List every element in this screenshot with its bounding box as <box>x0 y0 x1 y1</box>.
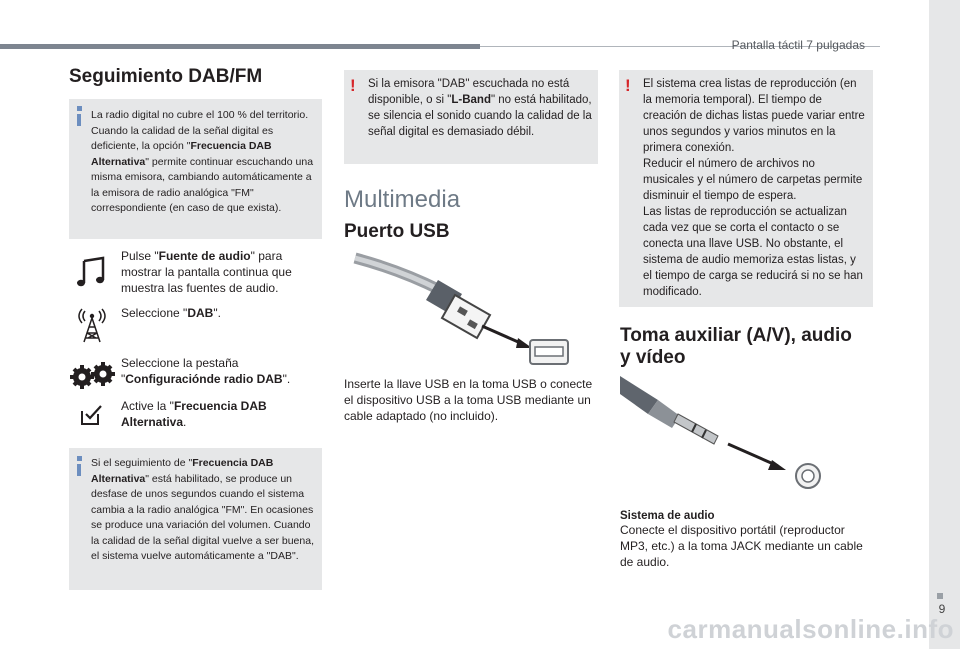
warning-text-playlists: El sistema crea listas de reproducción (en la memoria temporal). El tiempo de creación de dichas listas puede variar entre unos segundos y varios minutos en la primera conexión. Reducir el número de archivos no musicales y el número de carpetas permite disminuir el tiempo de espera. Las listas de reproducción se actualizan cada vez que se corta el contacto o se conecta una llave USB. No obstante, el sistema de audio memoriza estas listas, y el tiempo de carga se reducirá si no se han modificado. <box>643 78 865 298</box>
checkbox-icon <box>76 400 106 430</box>
music-note-icon <box>72 252 112 292</box>
page-number: 9 <box>938 602 946 616</box>
info-icon-dot <box>77 106 82 111</box>
gears-icon <box>70 358 116 394</box>
info-box-dab <box>69 99 322 239</box>
antenna-icon <box>72 305 112 345</box>
page-sidebar <box>929 0 960 649</box>
warning-box-lband <box>344 70 598 164</box>
usb-illustration <box>350 250 580 370</box>
jack-illustration <box>618 372 828 496</box>
header-title: Pantalla táctil 7 pulgadas <box>731 38 865 52</box>
watermark: carmanualsonline.info <box>667 614 954 644</box>
header-rule <box>0 44 480 49</box>
step-1-text: Pulse "Fuente de audio" para mostrar la pantalla continua que muestra las fuentes de audio. <box>121 249 292 295</box>
info-icon <box>77 464 81 476</box>
info-icon <box>77 114 81 126</box>
warning-box-playlists <box>619 70 873 307</box>
info-box-dab-2 <box>69 448 322 590</box>
usb-text: Inserte la llave USB en la toma USB o conecte el dispositivo USB a la toma USB mediante un cable adaptado (no incluido). <box>344 377 593 423</box>
warning-text-lband: Si la emisora "DAB" escuchada no está disponible, o si "L-Band" no está habilitado, se silencia el sonido cuando la calidad de la señal digital es demasiado débil. <box>368 78 592 138</box>
audio-system-label: Sistema de audio <box>620 510 715 522</box>
multimedia-title: Multimedia <box>344 186 461 213</box>
page-marker <box>937 593 943 599</box>
warning-icon: ! <box>625 76 631 95</box>
warning-icon: ! <box>350 76 356 95</box>
info-icon-dot <box>77 456 82 461</box>
section-title-usb: Puerto USB <box>344 221 450 242</box>
audio-system-text: Conecte el dispositivo portátil (reproductor MP3, etc.) a la toma JACK mediante un cable de audio. <box>620 523 863 569</box>
step-2-text: Seleccione "DAB". <box>121 306 221 320</box>
section-title-aux: Toma auxiliar (A/V), audio y vídeo <box>620 325 852 368</box>
step-3-text: Seleccione la pestaña "Configuraciónde radio DAB". <box>121 356 291 386</box>
info-text-dab: La radio digital no cubre el 100 % del territorio. Cuando la calidad de la señal digital es deficiente, la opción "Frecuencia DAB Alternativa" permite continuar escuchando una misma emisora, cambiando automáticamente a la emisora de radio analógica "FM" correspondiente (en caso de que exista). <box>91 109 314 214</box>
step-4-text: Active la "Frecuencia DAB Alternativa. <box>121 399 267 429</box>
info-text-dab-2: Si el seguimiento de "Frecuencia DAB Alternativa" está habilitado, se produce un desfase de unos segundos cuando el sistema cambia a la radio analógica "FM". En ocasiones se produce una variación del volumen. Cuando la calidad de la señal digital vuelve a ser buena, el sistema vuelve automáticamente a "DAB". <box>91 457 314 562</box>
section-title-dab: Seguimiento DAB/FM <box>69 66 263 87</box>
